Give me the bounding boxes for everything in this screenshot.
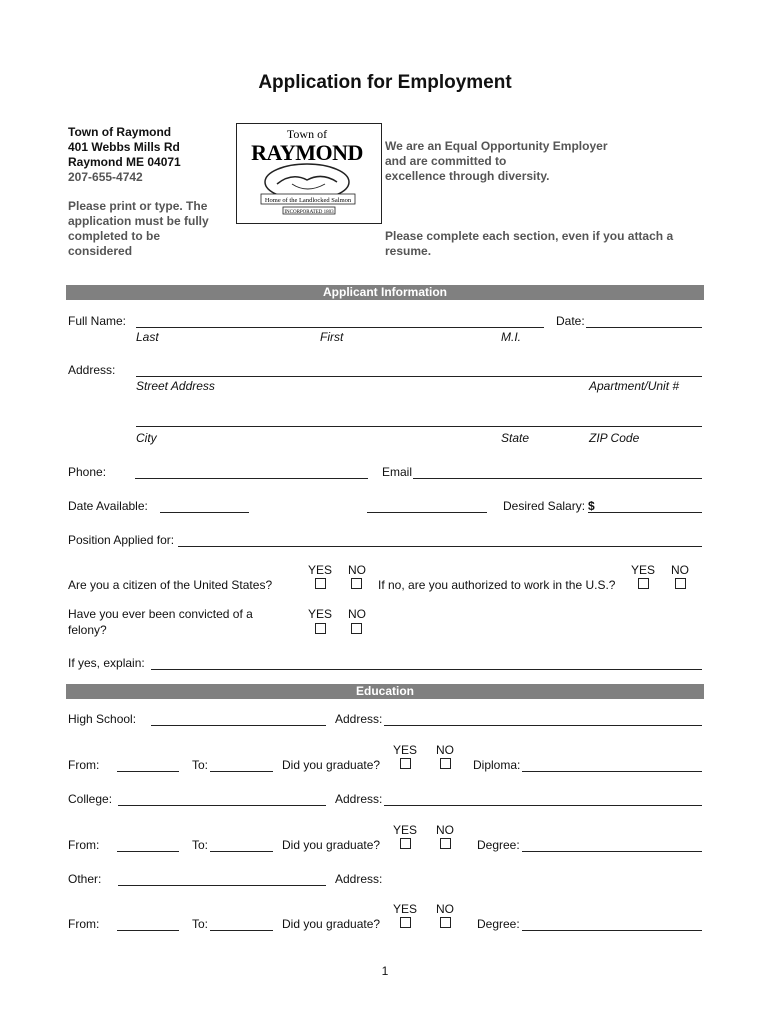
- complete-note-line2: resume.: [385, 244, 432, 258]
- other-yes-label: YES: [393, 902, 418, 916]
- date-label: Date:: [556, 314, 585, 328]
- logo-name: RAYMOND: [251, 140, 363, 165]
- authorized-no-label: NO: [671, 563, 689, 577]
- other-from-label: From:: [68, 917, 100, 931]
- date-available-label: Date Available:: [68, 499, 148, 513]
- position-label: Position Applied for:: [68, 533, 175, 547]
- instructions-line2: application must be fully: [68, 214, 209, 228]
- felony-yes-checkbox[interactable]: [315, 623, 326, 634]
- college-field[interactable]: [118, 805, 326, 806]
- other-degree-field[interactable]: [522, 930, 702, 931]
- college-label: College:: [68, 792, 113, 806]
- first-name-caption: First: [320, 330, 344, 344]
- city-state-zip-field[interactable]: [136, 426, 702, 427]
- street-address-caption: Street Address: [136, 379, 215, 393]
- full-name-field[interactable]: [136, 327, 544, 328]
- other-graduate-question: Did you graduate?: [282, 917, 381, 931]
- high-school-label: High School:: [68, 712, 137, 726]
- instructions-line1: Please print or type. The: [68, 199, 208, 213]
- other-degree-label: Degree:: [477, 917, 520, 931]
- other-from-field[interactable]: [117, 930, 179, 931]
- college-address-label: Address:: [335, 792, 383, 806]
- page-number: 1: [381, 964, 389, 978]
- instructions-line4: considered: [68, 244, 133, 258]
- other-address-label: Address:: [335, 872, 383, 886]
- authorized-yes-label: YES: [631, 563, 656, 577]
- authorized-question: If no, are you authorized to work in the U.S.?: [378, 578, 616, 592]
- last-name-caption: Last: [136, 330, 159, 344]
- other-graduate-yes-checkbox[interactable]: [400, 917, 411, 928]
- college-degree-field[interactable]: [522, 851, 702, 852]
- college-yes-label: YES: [393, 823, 418, 837]
- town-seal-graphic: [237, 124, 381, 223]
- hs-to-label: To:: [192, 758, 209, 772]
- dollar-sign: $: [588, 499, 595, 513]
- logo-top-text: Town of: [286, 127, 328, 141]
- org-address-line2: Raymond ME 04071: [68, 155, 181, 169]
- citizen-yes-label: YES: [308, 563, 333, 577]
- hs-to-field[interactable]: [210, 771, 273, 772]
- authorized-no-checkbox[interactable]: [675, 578, 686, 589]
- page-title: Application for Employment: [258, 72, 512, 93]
- town-logo: [236, 123, 382, 224]
- college-from-label: From:: [68, 838, 100, 852]
- desired-salary-field[interactable]: [588, 512, 702, 513]
- college-graduate-question: Did you graduate?: [282, 838, 381, 852]
- college-no-label: NO: [436, 823, 454, 837]
- other-label: Other:: [68, 872, 102, 886]
- eeo-line1: We are an Equal Opportunity Employer: [385, 139, 608, 153]
- org-address-line1: 401 Webbs Mills Rd: [68, 140, 180, 154]
- explain-field[interactable]: [151, 669, 702, 670]
- other-field[interactable]: [118, 885, 326, 886]
- desired-salary-label: Desired Salary:: [503, 499, 586, 513]
- other-graduate-no-checkbox[interactable]: [440, 917, 451, 928]
- email-label: Email: [382, 465, 413, 479]
- apartment-caption: Apartment/Unit #: [589, 379, 680, 393]
- state-caption: State: [501, 431, 530, 445]
- felony-question-line1: Have you ever been convicted of a: [68, 607, 253, 621]
- complete-note-line1: Please complete each section, even if you attach a: [385, 229, 674, 243]
- date-field[interactable]: [586, 327, 702, 328]
- hs-from-label: From:: [68, 758, 100, 772]
- hs-no-label: NO: [436, 743, 454, 757]
- phone-field[interactable]: [135, 478, 368, 479]
- city-caption: City: [136, 431, 157, 445]
- hs-graduate-question: Did you graduate?: [282, 758, 381, 772]
- phone-label: Phone:: [68, 465, 107, 479]
- hs-from-field[interactable]: [117, 771, 179, 772]
- felony-yes-label: YES: [308, 607, 333, 621]
- college-address-field[interactable]: [384, 805, 702, 806]
- explain-label: If yes, explain:: [68, 656, 145, 670]
- email-field[interactable]: [413, 478, 702, 479]
- street-address-field[interactable]: [136, 376, 702, 377]
- high-school-address-field[interactable]: [384, 725, 702, 726]
- org-phone: 207-655-4742: [68, 170, 143, 184]
- college-graduate-no-checkbox[interactable]: [440, 838, 451, 849]
- other-to-label: To:: [192, 917, 209, 931]
- high-school-address-label: Address:: [335, 712, 383, 726]
- citizen-question: Are you a citizen of the United States?: [68, 578, 273, 592]
- zip-caption: ZIP Code: [589, 431, 640, 445]
- diploma-label: Diploma:: [473, 758, 521, 772]
- instructions-line3: completed to be: [68, 229, 161, 243]
- full-name-label: Full Name:: [68, 314, 127, 328]
- high-school-field[interactable]: [151, 725, 326, 726]
- college-from-field[interactable]: [117, 851, 179, 852]
- eeo-line2: and are committed to: [385, 154, 507, 168]
- hs-graduate-no-checkbox[interactable]: [440, 758, 451, 769]
- college-degree-label: Degree:: [477, 838, 520, 852]
- other-no-label: NO: [436, 902, 454, 916]
- college-to-field[interactable]: [210, 851, 273, 852]
- eeo-line3: excellence through diversity.: [385, 169, 550, 183]
- logo-ribbon: Home of the Landlocked Salmon: [264, 197, 352, 204]
- felony-no-checkbox[interactable]: [351, 623, 362, 634]
- middle-initial-caption: M.I.: [501, 330, 521, 344]
- section-header-applicant: Applicant Information: [66, 285, 704, 300]
- citizen-yes-checkbox[interactable]: [315, 578, 326, 589]
- diploma-field[interactable]: [522, 771, 702, 772]
- date-available-field[interactable]: [160, 512, 249, 513]
- logo-banner: INCORPORATED 1803: [284, 210, 334, 215]
- blank-field[interactable]: [367, 512, 487, 513]
- section-header-education: Education: [66, 684, 704, 699]
- college-to-label: To:: [192, 838, 209, 852]
- college-graduate-yes-checkbox[interactable]: [400, 838, 411, 849]
- citizen-no-checkbox[interactable]: [351, 578, 362, 589]
- hs-graduate-yes-checkbox[interactable]: [400, 758, 411, 769]
- position-field[interactable]: [178, 546, 702, 547]
- authorized-yes-checkbox[interactable]: [638, 578, 649, 589]
- other-to-field[interactable]: [210, 930, 273, 931]
- felony-question-line2: felony?: [68, 623, 107, 637]
- address-label: Address:: [68, 363, 116, 377]
- felony-no-label: NO: [348, 607, 366, 621]
- hs-yes-label: YES: [393, 743, 418, 757]
- citizen-no-label: NO: [348, 563, 366, 577]
- org-name: Town of Raymond: [68, 125, 172, 139]
